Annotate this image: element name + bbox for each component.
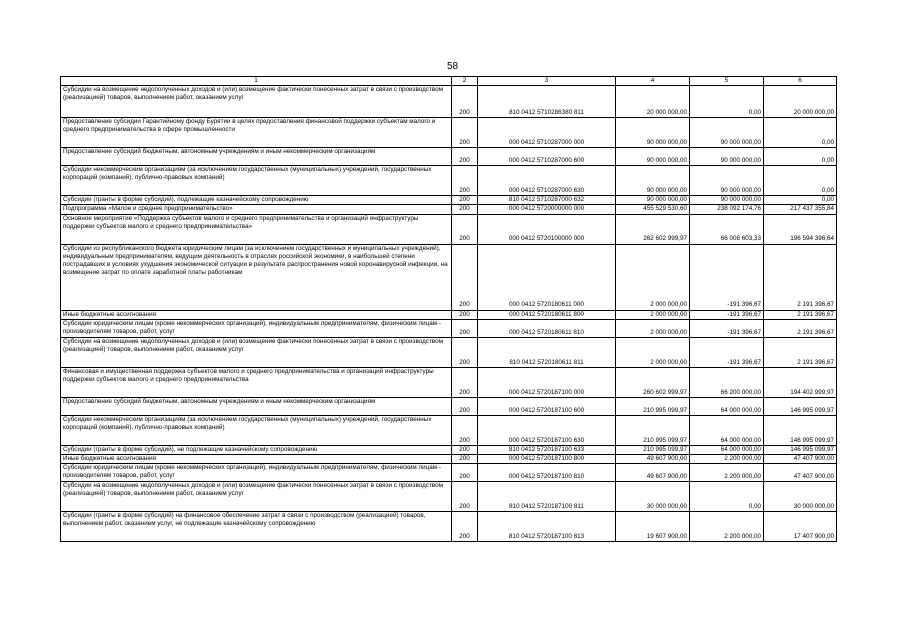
row-value5-cell: 90 000 000,00 — [690, 118, 764, 148]
row-value5-cell: 90 000 000,00 — [690, 166, 764, 196]
row-code-cell: 000 0412 5720180611 800 — [478, 310, 616, 319]
table-row — [61, 367, 837, 397]
table-row — [61, 310, 837, 319]
row-name-cell: Субсидии (гранты в форме субсидий) на финансовое обеспечение затрат в связи с производством (реализацией) товаров, выполнением работ, оказанием услуг, не подлежащие казначейскому сопровождению — [61, 512, 452, 542]
row-col2-cell: 200 — [452, 166, 478, 196]
row-value5-cell: 0,00 — [690, 86, 764, 118]
row-value6-cell: 20 000 000,00 — [764, 86, 837, 118]
header-cell: 4 — [616, 77, 690, 86]
table-row — [61, 244, 837, 310]
table-row — [61, 166, 837, 196]
row-name-cell: Субсидии некоммерческим организациям (за исключением государственных (муниципальных) учреждений, государственных корпораций (компаний), публично-правовых компаний) — [61, 166, 452, 196]
row-value5-cell: -191 396,67 — [690, 244, 764, 310]
row-col2-cell: 200 — [452, 118, 478, 148]
row-value5-cell: 90 000 000,00 — [690, 148, 764, 166]
row-value6-cell: 2 191 396,67 — [764, 244, 837, 310]
row-value6-cell: 30 000 000,00 — [764, 482, 837, 512]
table-row — [61, 415, 837, 445]
row-value5-cell: 66 008 603,33 — [690, 214, 764, 244]
table-row — [61, 205, 837, 214]
row-value5-cell: -191 396,67 — [690, 337, 764, 367]
row-value4-cell: 262 602 999,97 — [616, 214, 690, 244]
row-code-cell: 000 0412 5710287000 630 — [478, 166, 616, 196]
row-value6-cell: 194 402 999,97 — [764, 367, 837, 397]
row-col2-cell: 200 — [452, 214, 478, 244]
table-row — [61, 196, 837, 205]
row-value5-cell: 66 200 000,00 — [690, 367, 764, 397]
row-value6-cell: 217 437 355,84 — [764, 205, 837, 214]
row-name-cell: Подпрограмма «Малое и среднее предпринимательство» — [61, 205, 452, 214]
row-col2-cell: 200 — [452, 464, 478, 482]
row-value4-cell: 90 000 000,00 — [616, 166, 690, 196]
row-value6-cell: 2 191 396,67 — [764, 319, 837, 337]
row-col2-cell: 200 — [452, 454, 478, 463]
row-code-cell: 000 0412 5720187100 800 — [478, 454, 616, 463]
row-value6-cell: 17 407 900,00 — [764, 512, 837, 542]
row-value5-cell: -191 396,67 — [690, 310, 764, 319]
row-name-cell: Предоставление субсидии Гарантийному фонду Бурятии в целях предоставления финансовой поддержки субъектам малого и среднего предпринимательства в сфере промышленности — [61, 118, 452, 148]
row-value4-cell: 2 000 000,00 — [616, 319, 690, 337]
row-name-cell: Субсидии некоммерческим организациям (за исключением государственных (муниципальных) учреждений, государственных корпораций (компаний), публично-правовых компаний) — [61, 415, 452, 445]
row-name-cell: Субсидии из республиканского бюджета юридическим лицам (за исключением государственных и муниципальных учреждений), индивидуальным предпринимателям, ведущим деятельность в отраслях российской экономики, в наибольшей степени пострадавших в условиях ухудшения экономической ситуации в результате распространения новой коронавирусной инфекции, на возмещение затрат по оплате заработной платы работникам — [61, 244, 452, 310]
row-value6-cell: 146 995 099,97 — [764, 415, 837, 445]
table-row — [61, 482, 837, 512]
table-row — [61, 148, 837, 166]
row-col2-cell: 200 — [452, 367, 478, 397]
row-code-cell: 000 0412 5720187100 810 — [478, 464, 616, 482]
row-name-cell: Финансовая и имущественная поддержка субъектов малого и среднего предпринимательства и организаций инфраструктуры поддержки субъектов малого и среднего предпринимательства — [61, 367, 452, 397]
row-name-cell: Иные бюджетные ассигнования — [61, 454, 452, 463]
header-cell: 2 — [452, 77, 478, 86]
row-name-cell: Субсидии (гранты в форме субсидий), подлежащие казначейскому сопровождению — [61, 196, 452, 205]
row-name-cell: Субсидии на возмещение недополученных доходов и (или) возмещение фактически понесенных затрат в связи с производством (реализацией) товаров, выполнением работ, оказанием услуг — [61, 86, 452, 118]
row-value4-cell: 2 000 000,00 — [616, 310, 690, 319]
row-value5-cell: 64 000 000,00 — [690, 397, 764, 415]
budget-table — [60, 76, 837, 542]
row-value6-cell: 47 407 900,00 — [764, 464, 837, 482]
header-cell: 5 — [690, 77, 764, 86]
row-name-cell: Основное мероприятие «Поддержка субъектов малого и среднего предпринимательства и организаций инфраструктуры поддержки субъектов малого и среднего предпринимательства» — [61, 214, 452, 244]
row-name-cell: Субсидии юридическим лицам (кроме некоммерческих организаций), индивидуальным предпринимателям, физическим лицам - производителям товаров, работ, услуг — [61, 464, 452, 482]
row-name-cell: Предоставление субсидий бюджетным, автономным учреждениям и иным некоммерческим организациям — [61, 397, 452, 415]
row-code-cell: 000 0412 5710287000 000 — [478, 118, 616, 148]
row-col2-cell: 200 — [452, 148, 478, 166]
row-code-cell: 810 0412 5720187100 633 — [478, 445, 616, 454]
table-row — [61, 86, 837, 118]
row-value5-cell: 64 000 000,00 — [690, 445, 764, 454]
row-value4-cell: 260 602 999,97 — [616, 367, 690, 397]
row-name-cell: Предоставление субсидий бюджетным, автономным учреждениям и иным некоммерческим организациям — [61, 148, 452, 166]
row-value4-cell: 20 000 000,00 — [616, 86, 690, 118]
row-code-cell: 000 0412 5720100000 000 — [478, 214, 616, 244]
row-value5-cell: 238 092 174,76 — [690, 205, 764, 214]
row-name-cell: Субсидии (гранты в форме субсидий), не подлежащие казначейскому сопровождению — [61, 445, 452, 454]
row-value4-cell: 49 607 900,00 — [616, 454, 690, 463]
table-row — [61, 319, 837, 337]
row-code-cell: 000 0412 5720180611 000 — [478, 244, 616, 310]
table-row — [61, 512, 837, 542]
row-col2-cell: 200 — [452, 445, 478, 454]
row-value6-cell: 0,00 — [764, 148, 837, 166]
row-code-cell: 000 0412 5720187100 000 — [478, 367, 616, 397]
row-code-cell: 810 0412 5720180611 811 — [478, 337, 616, 367]
row-code-cell: 000 0412 5710287000 600 — [478, 148, 616, 166]
page-number: 58 — [446, 61, 459, 72]
table-row — [61, 397, 837, 415]
row-code-cell: 810 0412 5710286380 811 — [478, 86, 616, 118]
row-name-cell: Субсидии юридическим лицам (кроме некоммерческих организаций), индивидуальным предпринимателям, физическим лицам - производителям товаров, работ, услуг — [61, 319, 452, 337]
row-value4-cell: 90 000 000,00 — [616, 118, 690, 148]
table-row — [61, 214, 837, 244]
row-col2-cell: 200 — [452, 397, 478, 415]
row-value4-cell: 210 995 099,97 — [616, 415, 690, 445]
row-value4-cell: 2 000 000,00 — [616, 244, 690, 310]
row-name-cell: Иные бюджетные ассигнования — [61, 310, 452, 319]
header-cell: 1 — [61, 77, 452, 86]
row-value6-cell: 146 995 099,97 — [764, 397, 837, 415]
row-col2-cell: 200 — [452, 319, 478, 337]
header-cell: 3 — [478, 77, 616, 86]
row-value5-cell: 2 200 000,00 — [690, 464, 764, 482]
row-value4-cell: 30 000 000,00 — [616, 482, 690, 512]
row-value5-cell: 90 000 000,00 — [690, 196, 764, 205]
row-code-cell: 000 0412 5720000000 000 — [478, 205, 616, 214]
row-code-cell: 000 0412 5720187100 600 — [478, 397, 616, 415]
table-row — [61, 118, 837, 148]
row-col2-cell: 200 — [452, 512, 478, 542]
row-code-cell: 810 0412 5720187100 811 — [478, 482, 616, 512]
row-value6-cell: 0,00 — [764, 166, 837, 196]
row-value6-cell: 2 191 396,67 — [764, 310, 837, 319]
row-value4-cell: 210 995 099,97 — [616, 445, 690, 454]
header-row — [61, 77, 837, 86]
row-name-cell: Субсидии на возмещение недополученных доходов и (или) возмещение фактически понесенных затрат в связи с производством (реализацией) товаров, выполнением работ, оказанием услуг — [61, 482, 452, 512]
row-value5-cell: 2 200 000,00 — [690, 454, 764, 463]
row-name-cell: Субсидии на возмещение недополученных доходов и (или) возмещение фактически понесенных затрат в связи с производством (реализацией) товаров, выполнением работ, оказанием услуг — [61, 337, 452, 367]
row-value4-cell: 2 000 000,00 — [616, 337, 690, 367]
row-col2-cell: 200 — [452, 196, 478, 205]
row-code-cell: 000 0412 5720187100 630 — [478, 415, 616, 445]
row-value5-cell: -191 396,67 — [690, 319, 764, 337]
table-row — [61, 454, 837, 463]
row-value4-cell: 90 000 000,00 — [616, 148, 690, 166]
row-value5-cell: 0,00 — [690, 482, 764, 512]
row-col2-cell: 200 — [452, 337, 478, 367]
row-value4-cell: 455 529 530,60 — [616, 205, 690, 214]
row-col2-cell: 200 — [452, 244, 478, 310]
row-code-cell: 000 0412 5720180611 810 — [478, 319, 616, 337]
row-col2-cell: 200 — [452, 482, 478, 512]
row-col2-cell: 200 — [452, 415, 478, 445]
table-row — [61, 464, 837, 482]
table-row — [61, 337, 837, 367]
table-row — [61, 445, 837, 454]
row-col2-cell: 200 — [452, 310, 478, 319]
row-value4-cell: 19 607 900,00 — [616, 512, 690, 542]
row-col2-cell: 200 — [452, 86, 478, 118]
row-value5-cell: 64 000 000,00 — [690, 415, 764, 445]
row-value6-cell: 0,00 — [764, 118, 837, 148]
header-cell: 6 — [764, 77, 837, 86]
row-value6-cell: 146 995 099,97 — [764, 445, 837, 454]
row-code-cell: 810 0412 5720187100 813 — [478, 512, 616, 542]
row-value4-cell: 210 995 099,97 — [616, 397, 690, 415]
row-col2-cell: 200 — [452, 205, 478, 214]
row-value6-cell: 196 594 396,64 — [764, 214, 837, 244]
row-value4-cell: 90 000 000,00 — [616, 196, 690, 205]
row-code-cell: 810 0412 5710287000 632 — [478, 196, 616, 205]
row-value6-cell: 2 191 396,67 — [764, 337, 837, 367]
row-value5-cell: 2 200 000,00 — [690, 512, 764, 542]
row-value6-cell: 0,00 — [764, 196, 837, 205]
row-value4-cell: 49 607 900,00 — [616, 464, 690, 482]
row-value6-cell: 47 407 900,00 — [764, 454, 837, 463]
